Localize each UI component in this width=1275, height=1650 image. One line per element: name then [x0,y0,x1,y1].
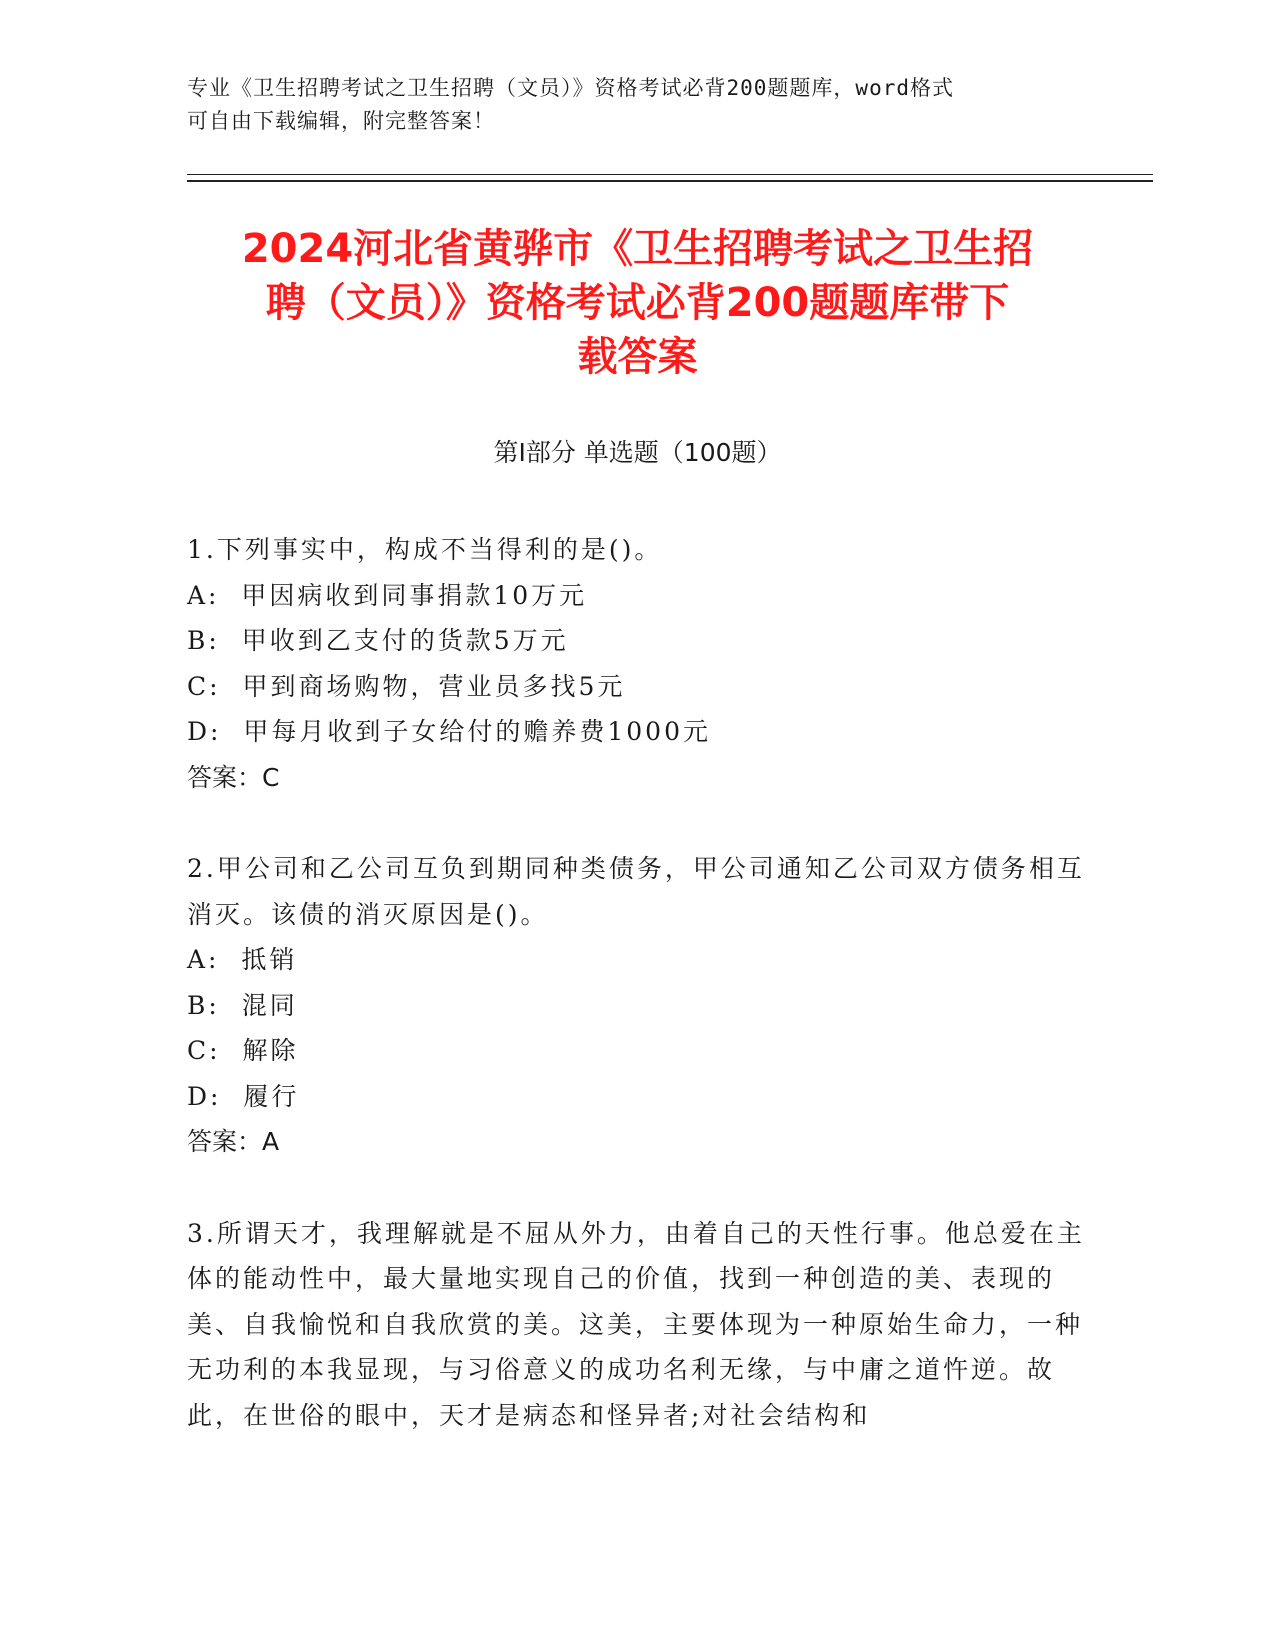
option-c: C: 解除 [187,1036,299,1065]
option-b: B: 混同 [187,990,298,1020]
header-note [187,72,1067,138]
question-text: 1.下列事实中，构成不当得利的是()。 [187,535,663,564]
answer: 答案：C [187,762,280,792]
option-a: A: 抵销 [187,945,298,974]
option-d: D: 履行 [187,1081,300,1111]
header-divider-thin [187,174,1153,175]
option-a: A: 甲因病收到同事捐款10万元 [187,580,588,610]
option-b: B: 甲收到乙支付的货款5万元 [187,626,569,655]
header-note-line-1: 专业《卫生招聘考试之卫生招聘（文员）》资格考试必背200题题库，word格式 [187,76,954,100]
option-c: C: 甲到商场购物，营业员多找5元 [187,671,626,701]
header-divider-thick [187,180,1153,182]
question-3 [187,1211,1087,1439]
question-text: 2.甲公司和乙公司互负到期同种类债务，甲公司通知乙公司双方债务相互消灭。该债的消灭原因是()。 [187,854,1085,929]
title-line-2: 聘（文员）》资格考试必背200题题库带下 [265,280,1010,326]
title-line-3: 载答案 [577,334,698,380]
question-list [187,527,1087,1484]
title-line-1: 2024河北省黄骅市《卫生招聘考试之卫生招 [241,226,1034,272]
document-title [180,222,1095,384]
section-heading: 第Ⅰ部分 单选题（100题） [493,438,782,467]
option-d: D: 甲每月收到子女给付的赡养费1000元 [187,717,711,746]
question-1 [187,527,1087,800]
header-note-line-2: 可自由下载编辑，附完整答案！ [187,109,495,133]
answer: 答案：A [187,1127,280,1156]
question-text: 3.所谓天才，我理解就是不屈从外力，由着自己的天性行事。他总爱在主体的能动性中，最大量地实现自己的价值，找到一种创造的美、表现的美、自我愉悦和自我欣赏的美。这美，主要体现为一种原始生命力，一种无功利的本我显现，与习俗意义的成功名利无缘，与中庸之道忤逆。故此，在世俗的眼中，天才是病态和怪异者;对社会结构和 [187,1218,1085,1430]
question-2 [187,846,1087,1165]
